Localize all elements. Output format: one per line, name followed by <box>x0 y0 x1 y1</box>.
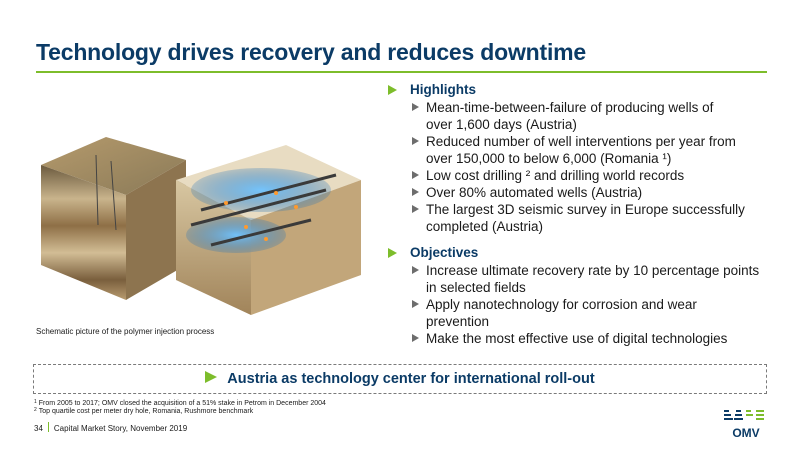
bullet-arrow-icon <box>412 137 419 145</box>
green-arrow-icon <box>205 371 217 383</box>
bullet-arrow-icon <box>412 171 419 179</box>
footnote-1: $^1$ From 2005 to 2017; OMV closed the acquisition of a 51% stake in Petrom in December 2004 <box>34 399 326 407</box>
list-item: Make the most effective use of digital technologies <box>388 330 778 347</box>
list-item: The largest 3D seismic survey in Europe successfully <box>388 201 778 218</box>
list-item: Over 80% automated wells (Austria) <box>388 184 778 201</box>
bullet-arrow-icon <box>412 334 419 342</box>
bullet-arrow-icon <box>412 205 419 213</box>
key-message-banner <box>33 364 767 394</box>
list-item: Increase ultimate recovery rate by 10 percentage points <box>388 262 778 279</box>
section-heading-objectives: Objectives <box>388 244 778 262</box>
bullet-arrow-icon <box>412 103 419 111</box>
omv-logo <box>722 407 770 441</box>
list-item: Apply nanotechnology for corrosion and wear <box>388 296 778 313</box>
list-item-continuation: completed (Austria) <box>426 219 544 234</box>
list-item-continuation: prevention <box>426 314 490 329</box>
green-bullet-icon <box>388 85 397 95</box>
slide-title: Technology drives recovery and reduces downtime <box>36 39 587 65</box>
bullet-arrow-icon <box>412 188 419 196</box>
bullet-arrow-icon <box>412 300 419 308</box>
green-bullet-icon <box>388 248 397 258</box>
bullet-arrow-icon <box>412 266 419 274</box>
svg-text:OMV: OMV <box>732 426 760 440</box>
footer-divider <box>48 422 49 432</box>
list-item-continuation: over 150,000 to below 6,000 (Romania ¹) <box>426 151 672 166</box>
bullet-content <box>388 81 778 347</box>
footnote-2: $^2$ Top quartile cost per meter dry hole, Romania, Rushmore benchmark <box>34 407 254 415</box>
list-item-continuation: over 1,600 days (Austria) <box>426 117 577 132</box>
banner-text: Austria as technology center for international roll-out <box>227 371 595 387</box>
list-item-continuation: in selected fields <box>426 280 526 295</box>
list-item: Mean-time-between-failure of producing wells of <box>388 99 778 116</box>
footer-text: Capital Market Story, November 2019 <box>53 424 188 433</box>
list-item: Reduced number of well interventions per year from <box>388 133 778 150</box>
page-footer <box>34 422 187 433</box>
image-caption: Schematic picture of the polymer injection process <box>36 327 215 336</box>
list-item: Low cost drilling ² and drilling world records <box>388 167 778 184</box>
section-heading-highlights: Highlights <box>388 81 778 99</box>
title-divider <box>36 71 767 73</box>
page-number: 34 <box>34 424 43 433</box>
polymer-injection-illustration <box>36 115 366 320</box>
